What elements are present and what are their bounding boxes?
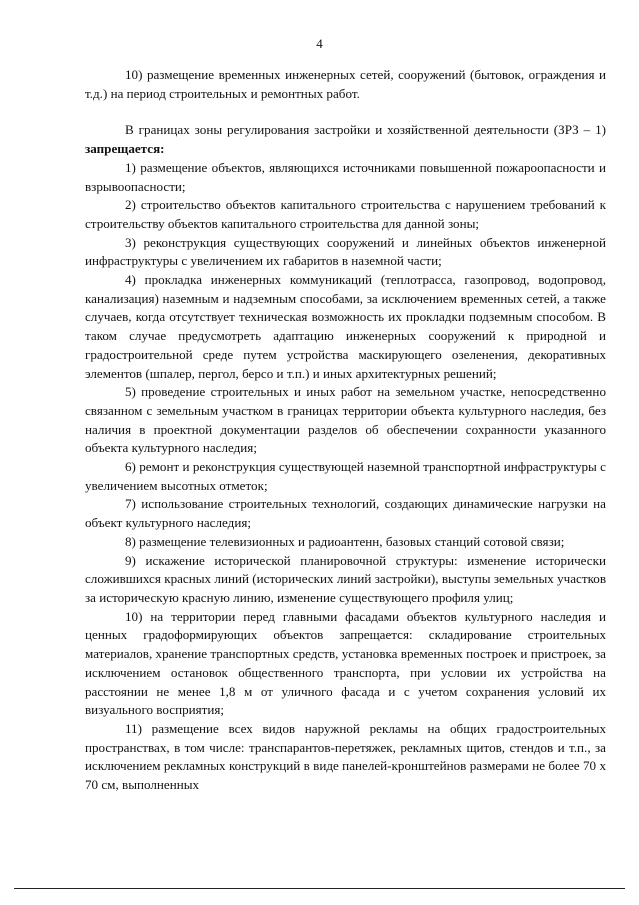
paragraph-item-6: 6) ремонт и реконструкция существующей наземной транспортной инфраструктуры с увеличением высотных отметок; — [85, 459, 606, 493]
paragraph-item-4: 4) прокладка инженерных коммуникаций (теплотрасса, газопровод, водопровод, канализация) наземным и надземным способами, за исключением временных сетей, а также случаев, когда отсутствует техническая возможность их прокладки подземным способом. В таком случае предусмотреть адаптацию инженерных сооружений к природной и градостроительной среде путем устройства маскирующего озеленения, декоративных элементов (шпалер, пергол, берсо и т.п.) и иных архитектурных решений; — [85, 272, 606, 381]
paragraph-item-5: 5) проведение строительных и иных работ на земельном участке, непосредственно связанном с земельным участком в границах территории объекта культурного наследия, без наличия в проектной документации разделов об обеспечении сохранности указанного объекта культурного наследия; — [85, 384, 606, 456]
paragraph-item-11: 11) размещение всех видов наружной рекламы на общих градостроительных пространствах, в том числе: транспарантов-перетяжек, рекламных щитов, стендов и т.п., за исключением рекламных конструкций в виде панелей-кронштейнов размерами не более 70 х 70 см, выполненных — [85, 720, 606, 793]
paragraph-zrz-intro — [85, 121, 606, 158]
paragraph-item-3: 3) реконструкция существующих сооружений и линейных объектов инженерной инфраструктуры с увеличением их габаритов в наземной части; — [85, 234, 606, 269]
paragraph-item-2: 2) строительство объектов капитального строительства с нарушением требований к строительству объектов капитального строительства для данной зоны; — [85, 197, 606, 231]
bottom-divider — [14, 888, 625, 889]
prohibited-heading: запрещается: — [85, 141, 165, 157]
zrz-intro-text: В границах зоны регулирования застройки и хозяйственной деятельности (ЗРЗ – 1) — [125, 122, 606, 138]
paragraph-item-1: 1) размещение объектов, являющихся источниками повышенной пожароопасности и взрывоопасности; — [85, 159, 606, 194]
document-body — [85, 66, 606, 795]
paragraph-item-10: 10) на территории перед главными фасадами объектов культурного наследия и ценных градоформирующих объектов запрещается: складирование строительных материалов, хранение транспортных средств, установка временных построек и пристроек, за исключением остановок общественного транспорта, при условии их устройства на расстоянии не менее 1,8 м от уличного фасада и с учетом сохранения условий их визуального восприятия; — [85, 608, 606, 718]
paragraph-item-7: 7) использование строительных технологий, создающих динамические нагрузки на объект культурного наследия; — [85, 496, 606, 531]
paragraph-item-10-temporary-networks: 10) размещение временных инженерных сетей, сооружений (бытовок, ограждения и т.д.) на период строительных и ремонтных работ. — [85, 67, 606, 101]
page-number: 4 — [316, 36, 323, 51]
paragraph-item-8: 8) размещение телевизионных и радиоантенн, базовых станций сотовой связи; — [125, 533, 565, 549]
paragraph-item-9: 9) искажение исторической планировочной структуры: изменение исторически сложившихся красных линий (исторических линий застройки), выступы земельных участков за историческую красную линию, изменение существующего профиля улиц; — [85, 552, 606, 605]
